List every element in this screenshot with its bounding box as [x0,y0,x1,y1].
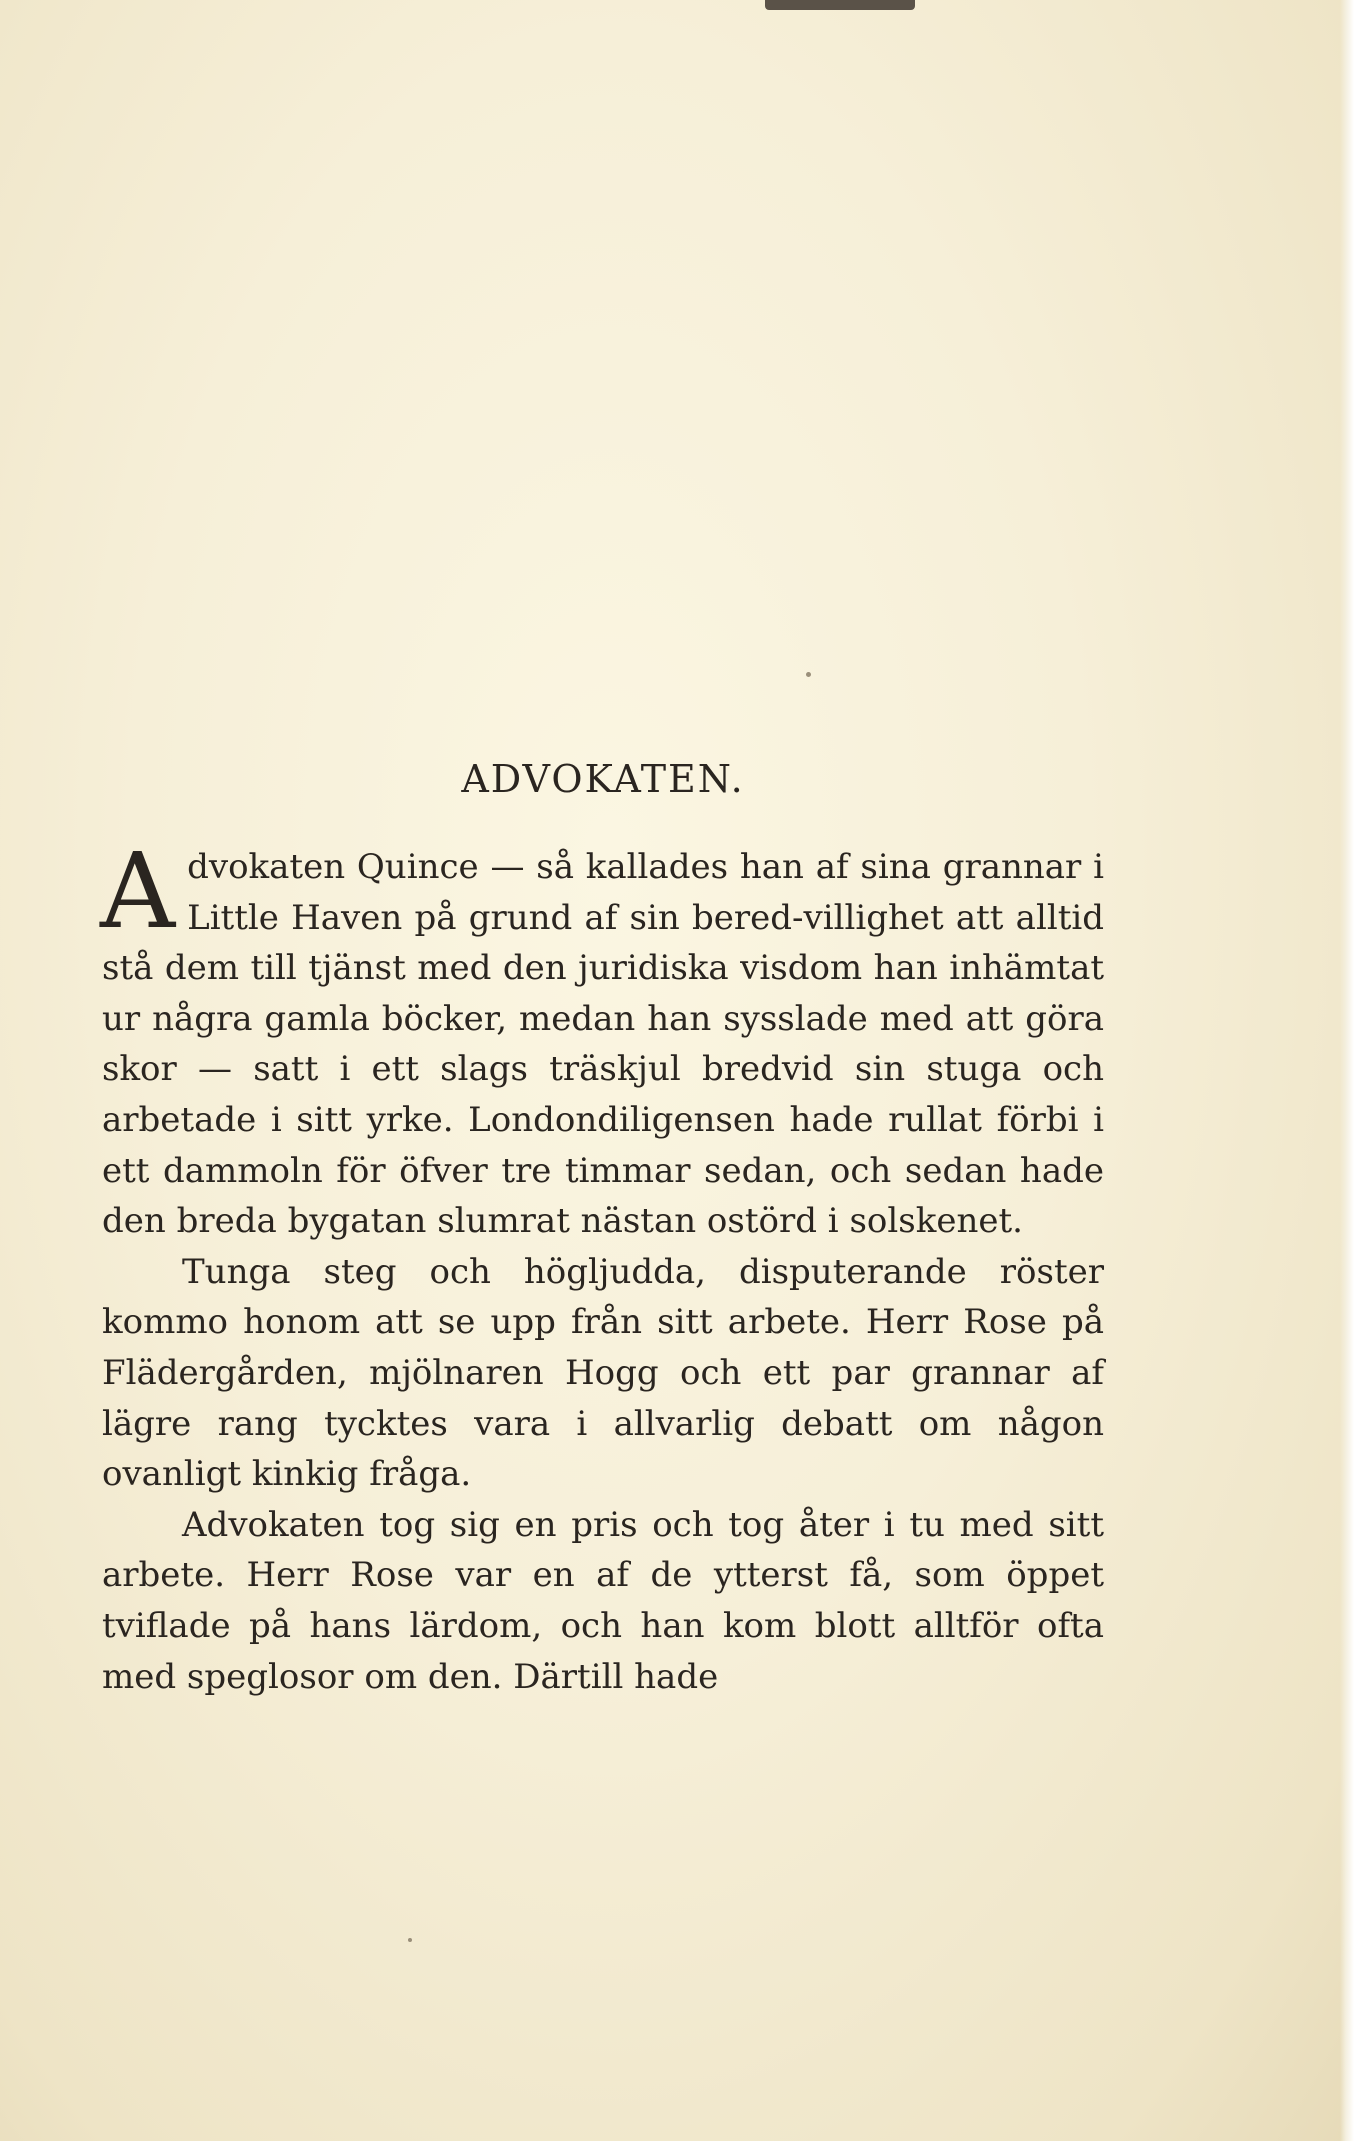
paragraph-3: Advokaten tog sig en pris och tog åter i tu med sitt arbete. Herr Rose var en af de ytterst få, som öppet tviflade på hans lärdom, och han kom blott alltför ofta med speglosor om den. Därtill hade [102,1504,1104,1697]
paper-speck [408,1938,412,1942]
paper-speck [806,672,811,677]
paragraph-1 [100,830,1104,1247]
chapter-title: ADVOKATEN. [461,757,745,801]
paragraph-1-text: dvokaten Quince — så kallades han af sina grannar i Little Haven på grund af sin bered-villighet att alltid stå dem till tjänst med den juridiska visdom han inhämtat ur några gamla böcker, medan han sysslade med att göra skor — satt i ett slags träskjul bredvid sin stuga och arbetade i sitt yrke. Londondiligensen hade rullat förbi i ett dammoln för öfver tre timmar sedan, och sedan hade den breda bygatan slumrat nästan ostörd i solskenet. [102,847,1104,1242]
paragraph-2: Tunga steg och högljudda, disputerande röster kommo honom att se upp från sitt arbete. Herr Rose på Flädergården, mjölnaren Hogg och ett par grannar af lägre rang tycktes vara i allvarlig debatt om någon ovanligt kinkig fråga. [102,1251,1104,1495]
drop-cap: A [100,830,176,952]
page-top-tab [765,0,915,10]
chapter-text [100,757,1104,1702]
